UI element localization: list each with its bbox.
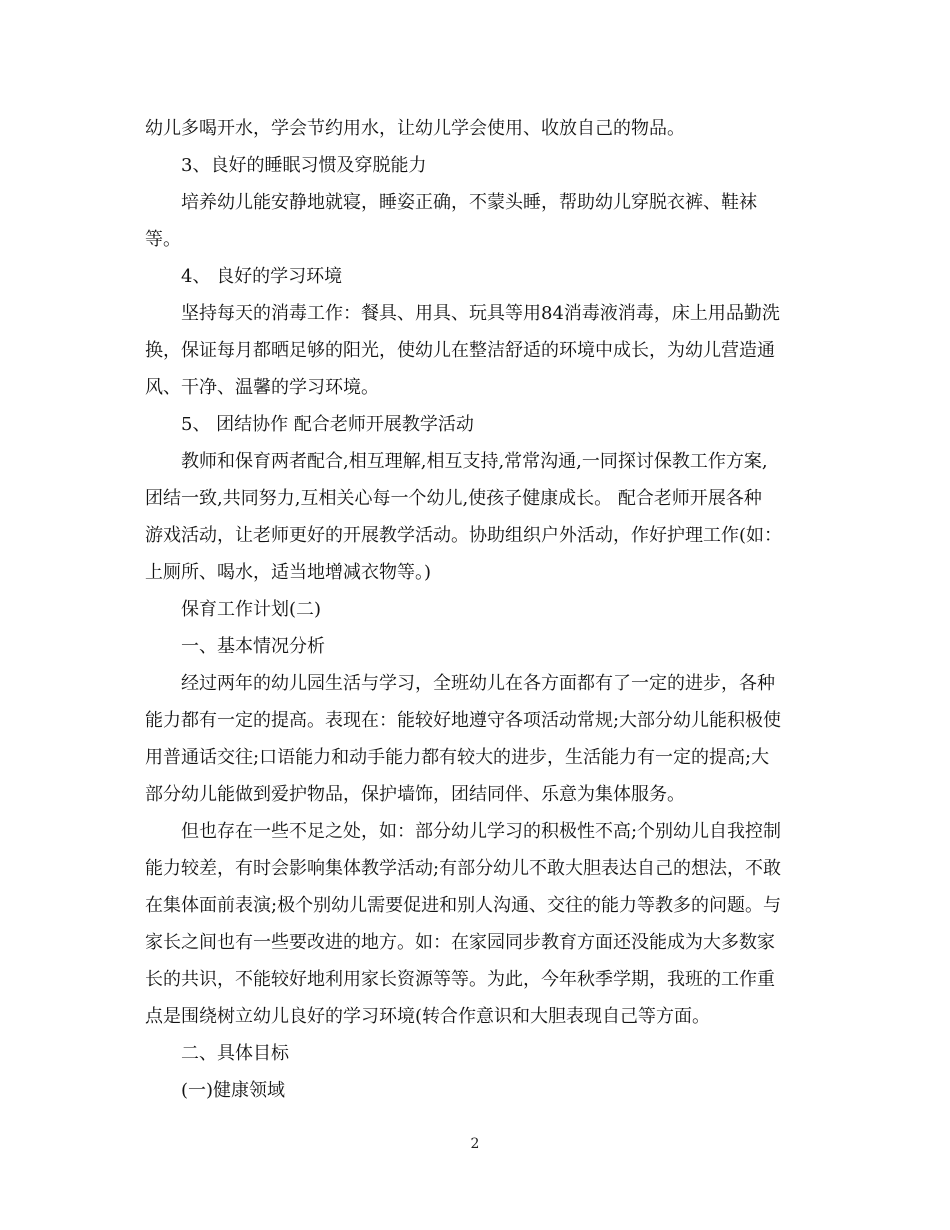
document-subtitle: 保育工作计划(二)	[181, 599, 322, 620]
section-heading: 4、 良好的学习环境	[181, 266, 343, 287]
paragraph-line: 团结一致,共同努力,互相关心每一个幼儿,使孩子健康成长。 配合老师开展各种	[145, 488, 762, 509]
paragraph-line: 但也存在一些不足之处，如：部分幼儿学习的积极性不高;个别幼儿自我控制	[181, 821, 782, 842]
paragraph-line: 点是围绕树立幼儿良好的学习环境(转合作意识和大胆表现自己等方面。	[145, 1006, 711, 1027]
paragraph-line: 坚持每天的消毒工作：餐具、用具、玩具等用84消毒液消毒，床上用品勤洗	[181, 303, 780, 324]
paragraph-line: 用普通话交往;口语能力和动手能力都有较大的进步，生活能力有一定的提高;大	[145, 747, 770, 768]
paragraph-line: 长的共识，不能较好地利用家长资源等等。为此，今年秋季学期，我班的工作重	[145, 969, 775, 990]
section-heading: (一)健康领域	[181, 1080, 286, 1101]
paragraph-line: 培养幼儿能安静地就寝，睡姿正确，不蒙头睡，帮助幼儿穿脱衣裤、鞋袜	[181, 192, 757, 213]
paragraph-line: 上厕所、喝水，适当地增减衣物等。)	[145, 562, 432, 583]
section-heading: 一、基本情况分析	[181, 636, 325, 657]
paragraph-line: 能力都有一定的提高。表现在：能较好地遵守各项活动常规;大部分幼儿能积极使	[145, 710, 782, 731]
paragraph-line: 换，保证每月都晒足够的阳光，使幼儿在整洁舒适的环境中成长，为幼儿营造通	[145, 340, 775, 361]
paragraph-line: 等。	[145, 229, 181, 250]
section-heading: 5、 团结协作 配合老师开展教学活动	[181, 414, 474, 435]
paragraph-line: 教师和保育两者配合,相互理解,相互支持,常常沟通,一同探讨保教工作方案,	[181, 451, 768, 472]
paragraph-line: 幼儿多喝开水，学会节约用水，让幼儿学会使用、收放自己的物品。	[145, 118, 685, 139]
section-heading: 二、具体目标	[181, 1043, 289, 1064]
paragraph-line: 经过两年的幼儿园生活与学习，全班幼儿在各方面都有了一定的进步，各种	[181, 673, 775, 694]
paragraph-line: 游戏活动，让老师更好的开展教学活动。协助组织户外活动，作好护理工作(如：	[145, 525, 783, 546]
paragraph-line: 在集体面前表演;极个别幼儿需要促进和别人沟通、交往的能力等教多的问题。与	[145, 895, 782, 916]
section-heading: 3、良好的睡眠习惯及穿脱能力	[181, 155, 427, 176]
paragraph-line: 能力较差，有时会影响集体教学活动;有部分幼儿不敢大胆表达自己的想法，不敢	[145, 858, 782, 879]
paragraph-line: 风、干净、温馨的学习环境。	[145, 377, 379, 398]
paragraph-line: 部分幼儿能做到爱护物品，保护墙饰，团结同伴、乐意为集体服务。	[145, 784, 685, 805]
paragraph-line: 家长之间也有一些要改进的地方。如：在家园同步教育方面还没能成为大多数家	[145, 932, 775, 953]
page-number: 2	[470, 1136, 480, 1152]
